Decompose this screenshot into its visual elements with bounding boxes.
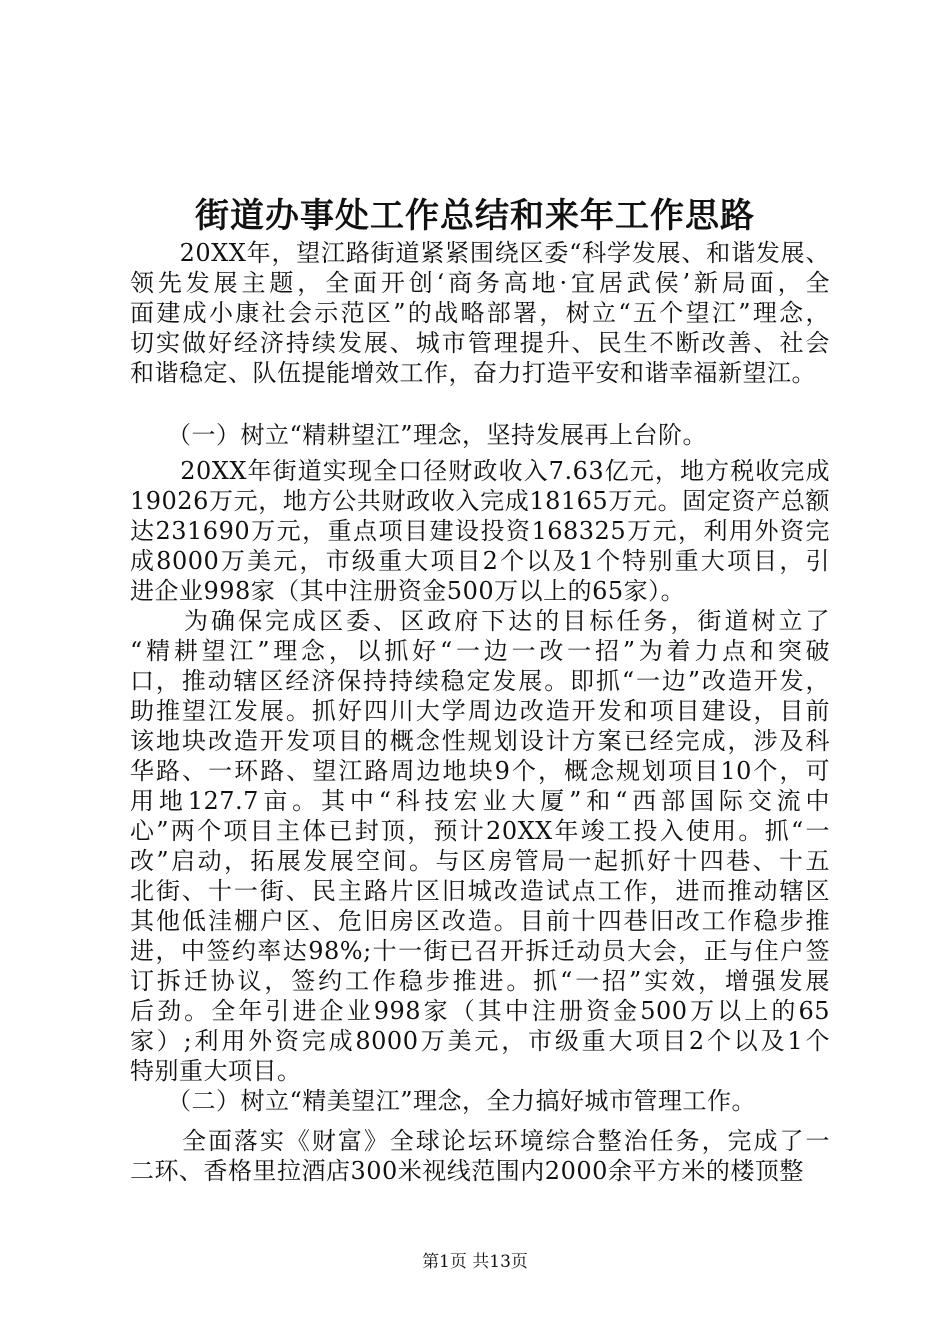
body-text-line: 和谐稳定、队伍提能增效工作，奋力打造平安和谐幸福新望江。	[130, 359, 816, 387]
page-footer: 第1页 共13页	[422, 1252, 528, 1272]
body-text-line: 进企业998家（其中注册资金500万以上的65家）。	[130, 577, 686, 605]
body-text-line: 领先发展主题，全面开创‘商务高地·宜居武侯’新局面，全	[130, 269, 830, 297]
body-text-line: 改”启动，拓展发展空间。与区房管局一起抓好十四巷、十五	[130, 847, 830, 875]
body-text-line: 全面落实《财富》全球论坛环境综合整治任务，完成了一	[130, 1127, 830, 1155]
body-text-line: “精耕望江”理念，以抓好“一边一改一招”为着力点和突破	[130, 637, 830, 665]
body-text-line: 助推望江发展。抓好四川大学周边改造开发和项目建设，目前	[130, 697, 830, 725]
body-text-line: 后劲。全年引进企业998家（其中注册资金500万以上的65	[130, 997, 830, 1025]
body-text-line: （一）树立“精耕望江”理念，坚持发展再上台阶。	[130, 421, 708, 449]
body-text-line: 达231690万元，重点项目建设投资168325万元，利用外资完	[130, 517, 830, 545]
document-title: 街道办事处工作总结和来年工作思路	[195, 196, 755, 236]
body-text-line: 20XX年街道实现全口径财政收入7.63亿元，地方税收完成	[130, 457, 830, 485]
body-text-line: 面建成小康社会示范区”的战略部署，树立“五个望江”理念，	[130, 299, 830, 327]
body-text-line: 其他低洼棚户区、危旧房区改造。目前十四巷旧改工作稳步推	[130, 907, 830, 935]
body-text-line: 特别重大项目。	[130, 1057, 302, 1085]
body-text-line: 进，中签约率达98%;十一街已召开拆迁动员大会，正与住户签	[130, 937, 830, 965]
body-text-line: 华路、一环路、望江路周边地块9个，概念规划项目10个，可	[130, 757, 830, 785]
body-text-line: 口，推动辖区经济保持持续稳定发展。即抓“一边”改造开发，	[130, 667, 830, 695]
body-text-line: 切实做好经济持续发展、城市管理提升、民生不断改善、社会	[130, 329, 830, 357]
body-text-line: 20XX年，望江路街道紧紧围绕区委“科学发展、和谐发展、	[130, 239, 830, 267]
body-text-line: 家）;利用外资完成8000万美元，市级重大项目2个以及1个	[130, 1027, 830, 1055]
body-text-line: 心”两个项目主体已封顶，预计20XX年竣工投入使用。抓“一	[130, 817, 830, 845]
body-text-line: 该地块改造开发项目的概念性规划设计方案已经完成，涉及科	[130, 727, 830, 755]
body-text-line: 19026万元，地方公共财政收入完成18165万元。固定资产总额	[130, 487, 830, 515]
body-text-line: 北街、十一街、民主路片区旧城改造试点工作，进而推动辖区	[130, 877, 830, 905]
body-text-line: 订拆迁协议，签约工作稳步推进。抓“一招”实效，增强发展	[130, 967, 830, 995]
body-text-line: 为确保完成区委、区政府下达的目标任务，街道树立了	[130, 607, 830, 635]
body-text-line: 二环、香格里拉酒店300米视线范围内2000余平方米的楼顶整	[130, 1157, 804, 1185]
body-text-line: 用地127.7亩。其中“科技宏业大厦”和“西部国际交流中	[130, 787, 830, 815]
body-text-line: （二）树立“精美望江”理念，全力搞好城市管理工作。	[130, 1087, 757, 1115]
body-text-line: 成8000万美元，市级重大项目2个以及1个特别重大项目，引	[130, 547, 830, 575]
